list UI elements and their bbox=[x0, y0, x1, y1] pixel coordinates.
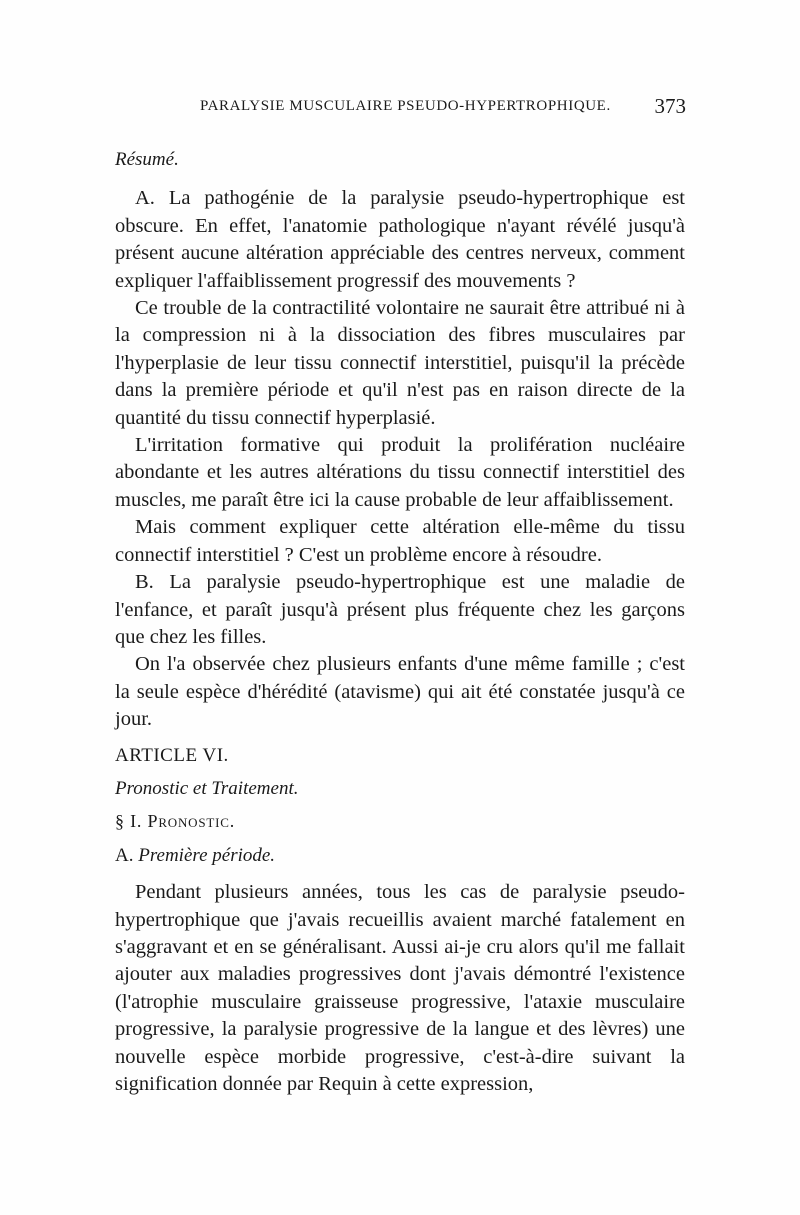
subsection-symbol: § I. bbox=[115, 811, 143, 832]
paragraph-question: Mais comment expliquer cette altération elle-même du tissu connectif interstitiel ? C'est un problème encore à résoudre. bbox=[115, 516, 685, 566]
paragraph-pathogenie: A. La pathogénie de la paralysie pseudo-hypertrophique est obscure. En effet, l'anatomie pathologique n'ayant révélé jusqu'à présent aucune altération appréciable des centres nerveux, comment expliquer l'affaiblissement progressif des mouvements ? bbox=[115, 187, 685, 292]
paragraph-enfance: B. La paralysie pseudo-hypertrophique est une maladie de l'enfance, et paraît jusqu'à présent plus fréquente chez les garçons que chez les filles. bbox=[115, 571, 685, 648]
resume-title: Résumé. bbox=[115, 149, 179, 170]
running-head bbox=[114, 94, 686, 124]
page-number: 373 bbox=[654, 94, 686, 118]
paragraph-contractilite: Ce trouble de la contractilité volontaire ne saurait être attribué ni à la compression ni à la dissociation des fibres musculaires par l'hyperplasie de leur tissu connectif interstitiel, puisqu'il la précède dans la première période et qu'il n'est pas en raison directe de la quantité du tissu connectif hyperplasié. bbox=[115, 297, 685, 429]
section-heading: Pronostic et Traitement. bbox=[115, 777, 299, 799]
paragraph-pendant: Pendant plusieurs années, tous les cas de paralysie pseudo-hypertrophique que j'avais recueillis avaient marché fatalement en s'aggravant et en se généralisant. Aussi ai-je cru alors qu'il me fallait ajouter aux maladies progressives dont j'avais démontré l'existence (l'atrophie musculaire graisseuse progressive, l'ataxie musculaire progressive, la paralysie progressive de la langue et des lèvres) une nouvelle espèce morbide progressive, c'est-à-dire suivant la signification donnée par Requin à cette expression, bbox=[115, 881, 685, 1095]
running-title: PARALYSIE MUSCULAIRE PSEUDO-HYPERTROPHIQUE. bbox=[200, 98, 611, 114]
text-block bbox=[115, 146, 685, 1098]
subsection-title: Pronostic. bbox=[147, 811, 236, 832]
part-title: Première période. bbox=[138, 844, 276, 866]
paragraph-irritation: L'irritation formative qui produit la prolifération nucléaire abondante et les autres altérations du tissu connectif interstitiel des muscles, me paraît être ici la cause probable de leur affaiblissement. bbox=[115, 434, 685, 511]
part-letter: A. bbox=[115, 844, 134, 866]
article-heading: ARTICLE VI. bbox=[115, 744, 229, 766]
subsection-heading bbox=[115, 808, 685, 835]
paragraph-heredite: On l'a observée chez plusieurs enfants d'une même famille ; c'est la seule espèce d'hérédité (atavisme) qui ait été constatée jusqu'à ce jour. bbox=[115, 653, 685, 731]
part-heading bbox=[115, 842, 685, 869]
